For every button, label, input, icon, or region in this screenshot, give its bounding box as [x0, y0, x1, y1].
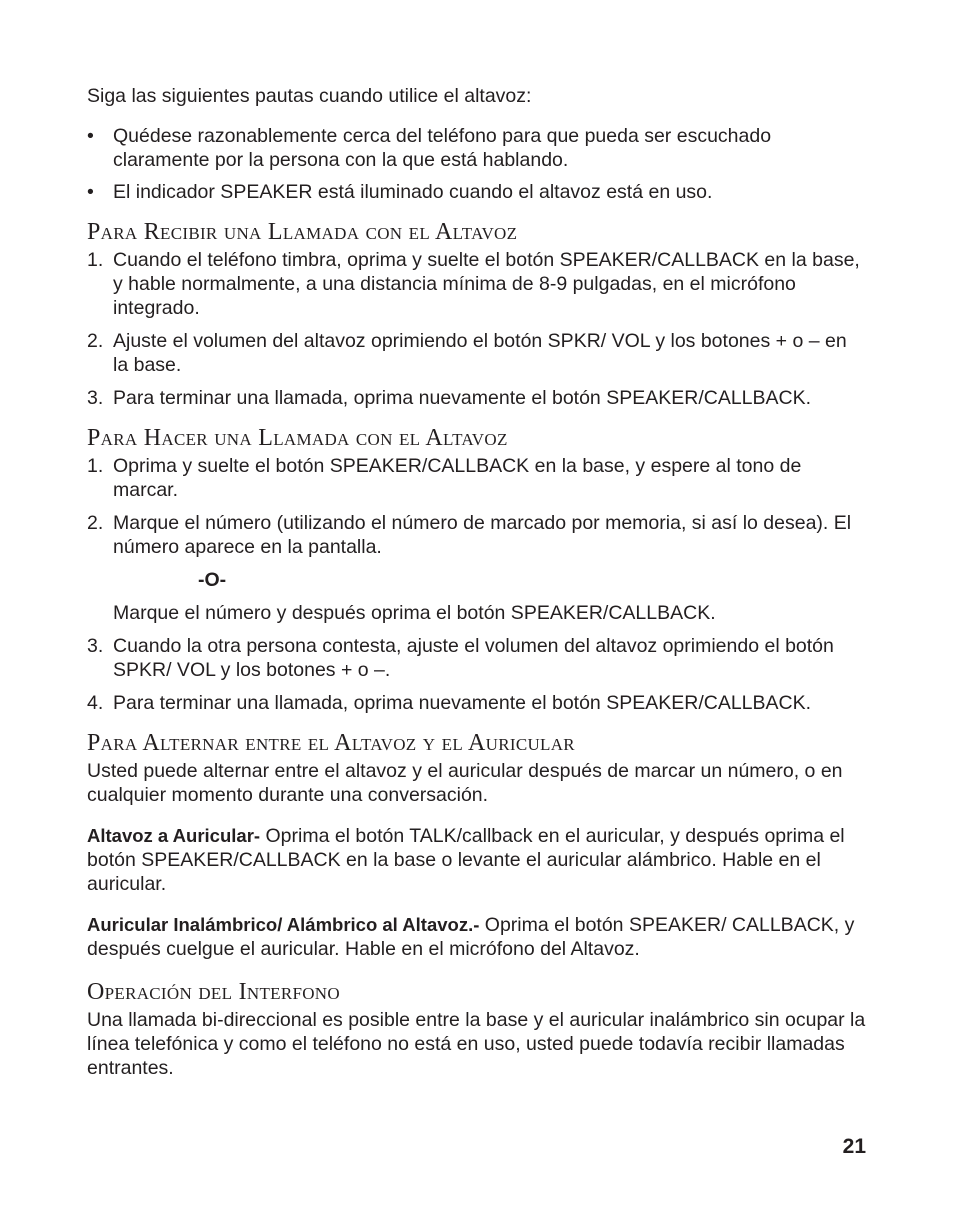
- step-number: 3.: [87, 387, 104, 409]
- item-text: Oprima el botón TALK/callback en el auricular, y después oprima el botón SPEAKER/CALLBACK en la base o levante el auricular alámbrico. Hable en el auricular.: [87, 825, 845, 895]
- step-number: 4.: [87, 692, 104, 714]
- guidelines-list: [87, 124, 867, 204]
- bullet-icon: •: [87, 181, 94, 203]
- bullet-text: El indicador SPEAKER está iluminado cuando el altavoz está en uso.: [113, 181, 713, 203]
- bullet-text: Quédese razonablemente cerca del teléfono para que pueda ser escuchado claramente por la persona con la que está hablando.: [113, 125, 772, 171]
- step-text: Oprima y suelte el botón SPEAKER/CALLBACK en la base, y espere al tono de marcar.: [113, 455, 802, 501]
- item-text: Oprima el botón SPEAKER/ CALLBACK, y después cuelgue el auricular. Hable en el micrófono del Altavoz.: [87, 914, 855, 960]
- alternative-step-text: Marque el número y después oprima el botón SPEAKER/CALLBACK.: [113, 602, 716, 624]
- receive-call-steps: [87, 248, 867, 410]
- switch-item-handset-to-speaker: [87, 913, 867, 961]
- section-heading-make-call: Para Hacer una Llamada con el Altavoz: [87, 425, 508, 451]
- section-heading-intercom: Operación del Interfono: [87, 979, 340, 1005]
- list-item: [87, 634, 867, 682]
- step-number: 3.: [87, 635, 104, 657]
- intercom-description: Una llamada bi-direccional es posible entre la base y el auricular inalámbrico sin ocupar la línea telefónica y como el teléfono no está en uso, usted puede todavía recibir llamadas entrantes.: [87, 1009, 866, 1079]
- or-separator: -O-: [198, 569, 227, 591]
- list-item: [87, 511, 867, 625]
- intro-text: Siga las siguientes pautas cuando utilice el altavoz:: [87, 85, 532, 107]
- step-number: 1.: [87, 455, 104, 477]
- switch-description: Usted puede alternar entre el altavoz y el auricular después de marcar un número, o en cualquier momento durante una conversación.: [87, 760, 843, 806]
- step-text: Cuando la otra persona contesta, ajuste el volumen del altavoz oprimiendo el botón SPKR/ VOL y los botones + o –.: [113, 635, 834, 681]
- step-text: Para terminar una llamada, oprima nuevamente el botón SPEAKER/CALLBACK.: [113, 692, 812, 714]
- step-text: Cuando el teléfono timbra, oprima y suelte el botón SPEAKER/CALLBACK en la base, y hable normalmente, a una distancia mínima de 8-9 pulgadas, en el micrófono integrado.: [113, 249, 860, 319]
- list-item: [87, 691, 867, 715]
- step-number: 2.: [87, 512, 104, 534]
- list-item: [87, 329, 867, 377]
- step-text: Ajuste el volumen del altavoz oprimiendo el botón SPKR/ VOL y los botones + o – en la base.: [113, 330, 847, 376]
- item-label: Auricular Inalámbrico/ Alámbrico al Altavoz.-: [87, 914, 480, 935]
- section-heading-receive-call: Para Recibir una Llamada con el Altavoz: [87, 219, 518, 245]
- item-label: Altavoz a Auricular-: [87, 825, 261, 846]
- section-heading-switch: Para Alternar entre el Altavoz y el Auricular: [87, 730, 575, 756]
- page-number: 21: [842, 1135, 866, 1158]
- list-item: [87, 124, 867, 172]
- step-number: 1.: [87, 249, 104, 271]
- list-item: [87, 386, 867, 410]
- make-call-steps: [87, 454, 867, 715]
- list-item: [87, 248, 867, 320]
- manual-page: [87, 84, 867, 1080]
- list-item: [87, 454, 867, 502]
- step-text: Marque el número (utilizando el número de marcado por memoria, si así lo desea). El número aparece en la pantalla.: [113, 512, 852, 558]
- step-text: Para terminar una llamada, oprima nuevamente el botón SPEAKER/CALLBACK.: [113, 387, 812, 409]
- list-item: [87, 180, 867, 204]
- switch-item-speaker-to-handset: [87, 824, 867, 896]
- bullet-icon: •: [87, 125, 94, 147]
- step-number: 2.: [87, 330, 104, 352]
